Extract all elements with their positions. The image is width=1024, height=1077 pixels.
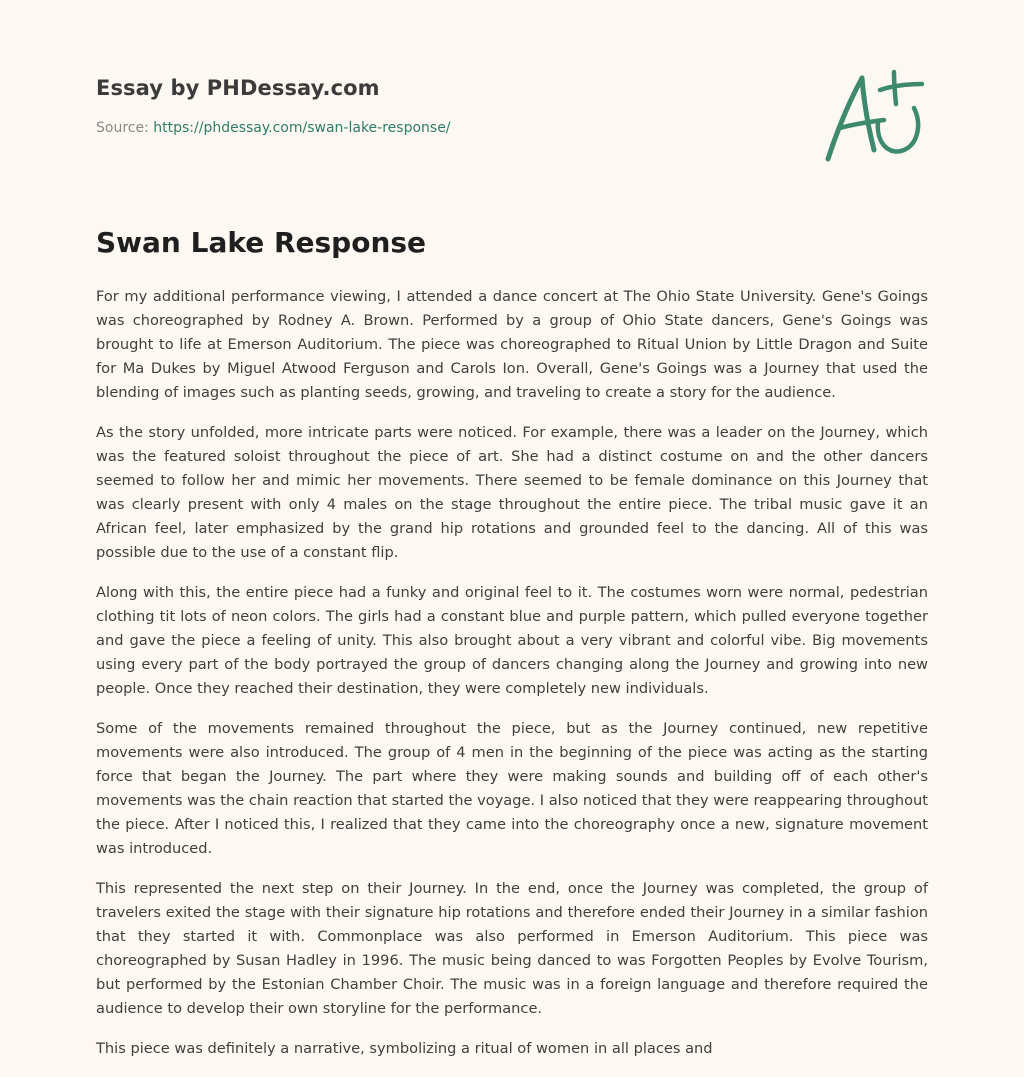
paragraph: For my additional performance viewing, I attended a dance concert at The Ohio State University. Gene's Goings was choreographed by Rodney A. Brown. Performed by a group of Ohio State dancers, Gene's Goings was brought to life at Emerson Auditorium. The piece was choreographed to Ritual Union by Little Dragon and Suite for Ma Dukes by Miguel Atwood Ferguson and Carols Ion. Overall, Gene's Goings was a Journey that used the blending of images such as planting seeds, growing, and traveling to create a story for the audience. [96, 288, 928, 401]
paragraph: Some of the movements remained throughout the piece, but as the Journey continued, new repetitive movements were also introduced. The group of 4 men in the beginning of the piece was acting as the starting force that began the Journey. The part where they were making sounds and building off of each other's movements was the chain reaction that started the voyage. I also noticed that they were reappearing throughout the piece. After I noticed this, I realized that they came into the choreography once a new, signature movement was introduced. [96, 720, 928, 857]
essay-title: Swan Lake Response [96, 226, 427, 259]
brand-title: Essay by PHDessay.com [96, 76, 380, 100]
a-plus-grade-icon [818, 64, 930, 168]
paragraph: As the story unfolded, more intricate parts were noticed. For example, there was a leader on the Journey, which was the featured soloist throughout the piece of art. She had a distinct costume on and the other dancers seemed to follow her and mimic her movements. There seemed to be female dominance on this Journey that was clearly present with only 4 males on the stage throughout the entire piece. The tribal music gave it an African feel, later emphasized by the grand hip rotations and grounded feel to the dancing. All of this was possible due to the use of a constant flip. [96, 424, 928, 561]
essay-body [96, 285, 928, 1077]
site-header [96, 76, 796, 136]
source-line [96, 120, 796, 136]
paragraph: Along with this, the entire piece had a funky and original feel to it. The costumes worn were normal, pedestrian clothing tit lots of neon colors. The girls had a constant blue and purple pattern, which pulled everyone together and gave the piece a feeling of unity. This also brought about a very vibrant and colorful vibe. Big movements using every part of the body portrayed the group of dancers changing along the Journey and growing into new people. Once they reached their destination, they were completely new individuals. [96, 584, 928, 697]
source-label: Source: [96, 120, 149, 136]
source-link[interactable]: https://phdessay.com/swan-lake-response/ [153, 120, 451, 136]
paragraph: This represented the next step on their Journey. In the end, once the Journey was completed, the group of travelers exited the stage with their signature hip rotations and therefore ended their Journey in a similar fashion that they started it with. Commonplace was also performed in Emerson Auditorium. This piece was choreographed by Susan Hadley in 1996. The music being danced to was Forgotten Peoples by Evolve Tourism, but performed by the Estonian Chamber Choir. The music was in a foreign language and therefore required the audience to develop their own storyline for the performance. [96, 880, 928, 1017]
paragraph: This piece was definitely a narrative, symbolizing a ritual of women in all places and [96, 1040, 713, 1057]
